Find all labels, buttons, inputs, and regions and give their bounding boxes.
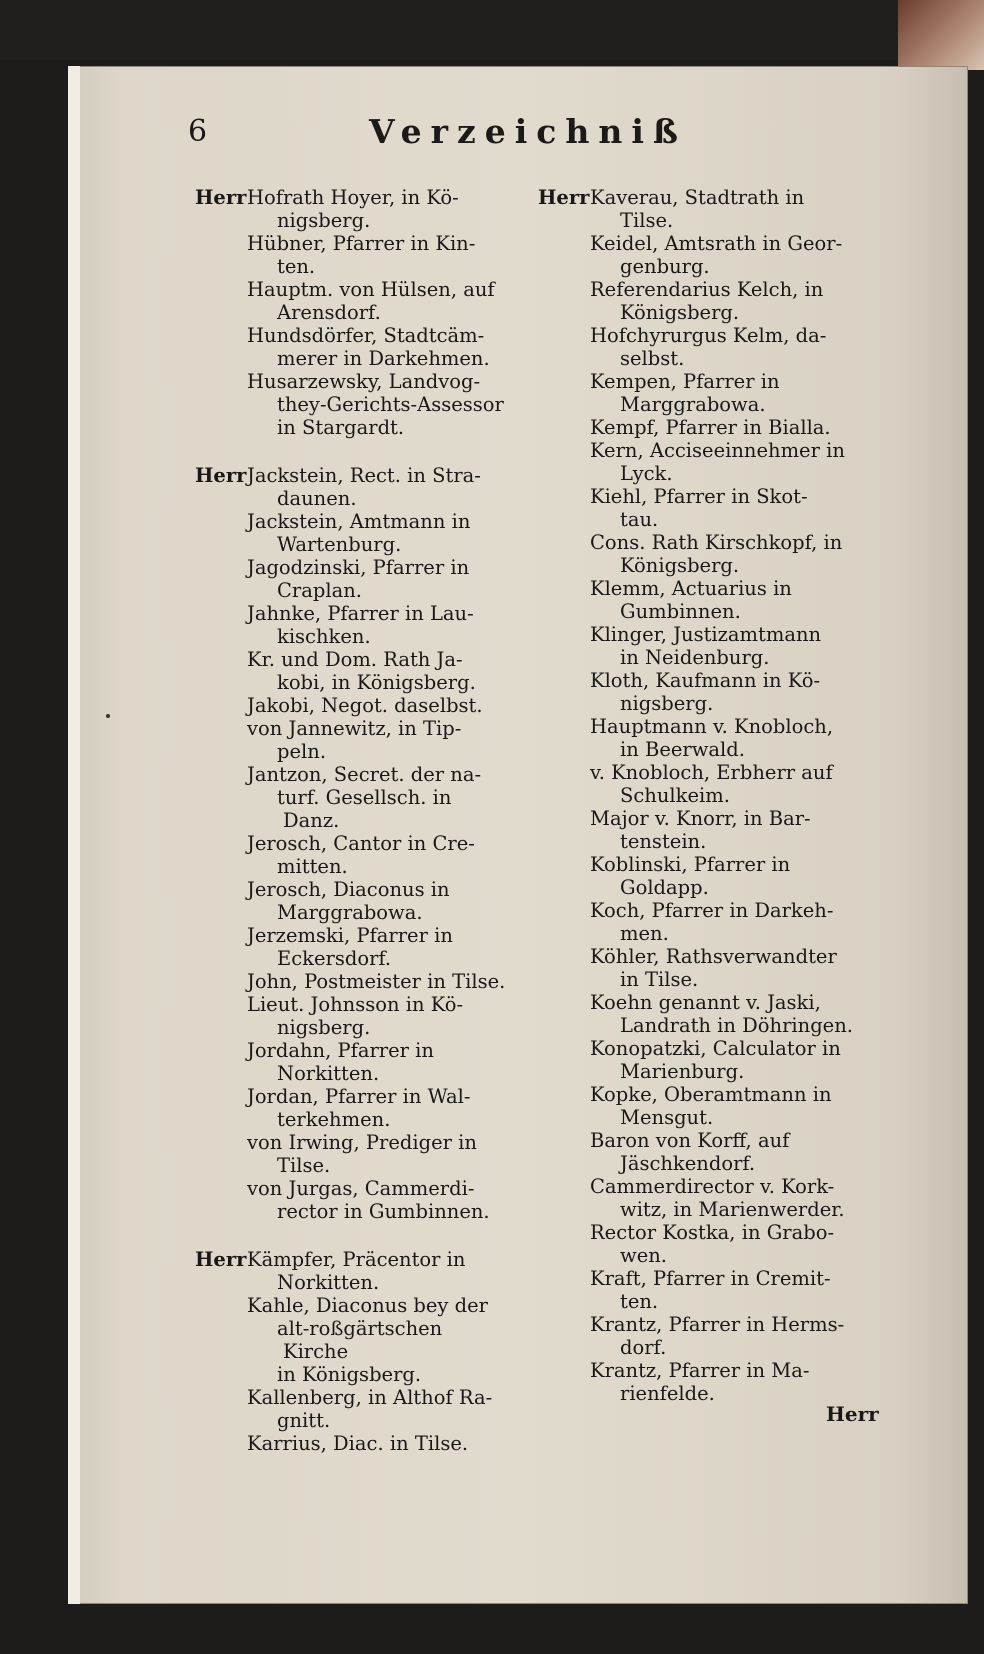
directory-entry — [195, 370, 513, 439]
page-title: Verzeichniß — [369, 112, 687, 151]
entry-line: merer in Darkehmen. — [277, 347, 490, 370]
directory-entry — [195, 232, 513, 278]
entry-line: Schulkeim. — [620, 784, 730, 807]
directory-entry — [538, 1129, 870, 1175]
spine-mark — [106, 714, 110, 718]
entry-line: Kaverau, Stadtrath in — [590, 186, 805, 209]
directory-entry — [195, 832, 513, 878]
entry-line: Karrius, Diac. in Tilse. — [247, 1432, 469, 1455]
directory-entry — [538, 232, 870, 278]
entry-line: tenstein. — [620, 830, 707, 853]
directory-entry — [195, 694, 513, 717]
entry-line: Kloth, Kaufmann in Kö- — [590, 669, 821, 692]
entry-line: Baron von Korff, auf — [590, 1129, 790, 1152]
directory-entry — [538, 807, 870, 853]
directory-entry — [538, 1037, 870, 1083]
directory-entry — [538, 991, 870, 1037]
directory-entry — [538, 439, 870, 485]
entry-line: Koehn genannt v. Jaski, — [590, 991, 821, 1014]
entry-line: dorf. — [620, 1336, 667, 1359]
entry-line: ten. — [620, 1290, 659, 1313]
directory-entry — [195, 556, 513, 602]
entry-line: Jahnke, Pfarrer in Lau- — [247, 602, 474, 625]
entry-line: turf. Gesellsch. in Danz. — [277, 786, 452, 832]
directory-entry — [538, 577, 870, 623]
directory-entry — [538, 324, 870, 370]
directory-entry — [195, 1294, 513, 1386]
entry-line: Kempen, Pfarrer in — [590, 370, 780, 393]
entry-line: tau. — [620, 508, 659, 531]
entry-line: wen. — [620, 1244, 667, 1267]
directory-entry — [195, 324, 513, 370]
entry-line: selbst. — [620, 347, 685, 370]
entry-line: kischken. — [277, 625, 371, 648]
directory-entry — [538, 715, 870, 761]
entry-line: Arensdorf. — [277, 301, 381, 324]
entry-line: Lieut. Johnsson in Kö- — [247, 993, 464, 1016]
right-column — [538, 186, 870, 1405]
directory-entry — [538, 485, 870, 531]
entry-line: rector in Gumbinnen. — [277, 1200, 490, 1223]
directory-entry — [538, 1083, 870, 1129]
directory-entry — [195, 1039, 513, 1085]
entry-line: Hofrath Hoyer, in Kö- — [247, 186, 459, 209]
entry-line: Jerosch, Cantor in Cre- — [247, 832, 475, 855]
entry-line: Cammerdirector v. Kork- — [590, 1175, 835, 1198]
book-cover-corner — [898, 0, 984, 70]
directory-entry — [195, 1177, 513, 1223]
directory-entry — [195, 717, 513, 763]
entry-line: Jakobi, Negot. daselbst. — [247, 694, 483, 717]
entry-line: Jäschkendorf. — [620, 1152, 756, 1175]
entry-line: Rector Kostka, in Grabo- — [590, 1221, 835, 1244]
directory-entry — [538, 1175, 870, 1221]
entry-line: Tilse. — [620, 209, 674, 232]
entry-line: Jackstein, Amtmann in — [247, 510, 471, 533]
entry-line: Marggrabowa. — [277, 901, 423, 924]
entry-line: Goldapp. — [620, 876, 709, 899]
entry-line: Norkitten. — [277, 1062, 380, 1085]
entry-line: Referendarius Kelch, in — [590, 278, 824, 301]
entry-line: nigsberg. — [277, 209, 371, 232]
entry-line: Hofchyrurgus Kelm, da- — [590, 324, 827, 347]
entry-lead-word: Herr — [195, 464, 247, 487]
entry-line: Jordan, Pfarrer in Wal- — [247, 1085, 471, 1108]
directory-entry — [195, 510, 513, 556]
directory-entry — [195, 1248, 513, 1294]
directory-entry — [538, 1221, 870, 1267]
entry-line: Koch, Pfarrer in Darkeh- — [590, 899, 834, 922]
entry-line: Craplan. — [277, 579, 362, 602]
entry-line: Klemm, Actuarius in — [590, 577, 792, 600]
entry-line: in Tilse. — [620, 968, 699, 991]
entry-line: Krantz, Pfarrer in Ma- — [590, 1359, 810, 1382]
directory-entry — [195, 278, 513, 324]
page-number: 6 — [188, 114, 208, 149]
directory-entry — [538, 899, 870, 945]
directory-entry — [538, 623, 870, 669]
background-strip — [0, 0, 984, 60]
entry-line: in Beerwald. — [620, 738, 745, 761]
entry-line: von Jurgas, Cammerdi- — [247, 1177, 475, 1200]
entry-line: John, Postmeister in Tilse. — [247, 970, 506, 993]
entry-line: Mensgut. — [620, 1106, 714, 1129]
entry-line: ten. — [277, 255, 316, 278]
entry-line: gnitt. — [277, 1409, 331, 1432]
entry-line: Hauptmann v. Knobloch, — [590, 715, 834, 738]
entry-line: Konopatzki, Calculator in — [590, 1037, 841, 1060]
entry-line: in Stargardt. — [277, 416, 405, 439]
directory-entry — [538, 669, 870, 715]
entry-line: Cons. Rath Kirschkopf, in — [590, 531, 843, 554]
directory-entry — [195, 970, 513, 993]
entry-line: Jerzemski, Pfarrer in — [247, 924, 453, 947]
entry-line: Kern, Acciseeinnehmer in — [590, 439, 845, 462]
directory-entry — [538, 416, 870, 439]
entry-line: men. — [620, 922, 669, 945]
entry-line: Wartenburg. — [277, 533, 402, 556]
entry-line: Keidel, Amtsrath in Geor- — [590, 232, 843, 255]
entry-line: Jackstein, Rect. in Stra- — [247, 464, 481, 487]
entry-line: Jordahn, Pfarrer in — [247, 1039, 434, 1062]
entry-line: nigsberg. — [620, 692, 714, 715]
directory-entry — [195, 186, 513, 232]
entry-line: Kämpfer, Präcentor in — [247, 1248, 466, 1271]
entry-line: in Neidenburg. — [620, 646, 770, 669]
entry-line: Eckersdorf. — [277, 947, 392, 970]
directory-entry — [195, 878, 513, 924]
directory-entry — [538, 531, 870, 577]
entry-line: they-Gerichts-Assessor — [277, 393, 504, 416]
entry-line: rienfelde. — [620, 1382, 715, 1405]
entry-line: Kallenberg, in Althof Ra- — [247, 1386, 493, 1409]
entry-line: Tilse. — [277, 1154, 331, 1177]
entry-line: Kahle, Diaconus bey der — [247, 1294, 488, 1317]
section-gap — [195, 439, 513, 464]
entry-line: witz, in Marienwerder. — [620, 1198, 845, 1221]
entry-line: Kopke, Oberamtmann in — [590, 1083, 832, 1106]
entry-line: von Jannewitz, in Tip- — [247, 717, 462, 740]
directory-entry — [195, 464, 513, 510]
entry-line: Jagodzinski, Pfarrer in — [247, 556, 470, 579]
page-edge — [68, 66, 80, 1604]
directory-entry — [195, 1386, 513, 1432]
directory-entry — [195, 924, 513, 970]
directory-entry — [195, 648, 513, 694]
directory-entry — [538, 945, 870, 991]
entry-line: Köhler, Rathsverwandter — [590, 945, 837, 968]
entry-line: Husarzewsky, Landvog- — [247, 370, 481, 393]
entry-line: Major v. Knorr, in Bar- — [590, 807, 811, 830]
directory-entry — [538, 1313, 870, 1359]
entry-line: in Königsberg. — [277, 1363, 422, 1386]
directory-entry — [195, 602, 513, 648]
entry-line: von Irwing, Prediger in — [247, 1131, 477, 1154]
entry-line: Hübner, Pfarrer in Kin- — [247, 232, 476, 255]
page-header — [188, 108, 868, 158]
section-gap — [195, 1223, 513, 1248]
directory-entry — [538, 370, 870, 416]
entry-line: Gumbinnen. — [620, 600, 741, 623]
entry-line: Krantz, Pfarrer in Herms- — [590, 1313, 845, 1336]
directory-entry — [538, 278, 870, 324]
entry-line: daunen. — [277, 487, 357, 510]
left-column — [195, 186, 513, 1455]
entry-line: nigsberg. — [277, 1016, 371, 1039]
entry-line: Kraft, Pfarrer in Cremit- — [590, 1267, 831, 1290]
catchword: Herr — [826, 1402, 879, 1426]
entry-lead-word: Herr — [195, 186, 247, 209]
entry-line: Koblinski, Pfarrer in — [590, 853, 791, 876]
entry-line: Jerosch, Diaconus in — [247, 878, 450, 901]
entry-line: terkehmen. — [277, 1108, 391, 1131]
entry-line: Hauptm. von Hülsen, auf — [247, 278, 495, 301]
directory-entry — [195, 993, 513, 1039]
entry-line: genburg. — [620, 255, 710, 278]
entry-line: Jantzon, Secret. der na- — [247, 763, 482, 786]
entry-line: Landrath in Döhringen. — [620, 1014, 853, 1037]
entry-line: Norkitten. — [277, 1271, 380, 1294]
directory-entry — [195, 1085, 513, 1131]
entry-line: Kempf, Pfarrer in Bialla. — [590, 416, 831, 439]
entry-line: Kiehl, Pfarrer in Skot- — [590, 485, 808, 508]
entry-line: mitten. — [277, 855, 348, 878]
entry-line: Kr. und Dom. Rath Ja- — [247, 648, 463, 671]
entry-line: alt-roßgärtschen Kirche — [277, 1317, 443, 1363]
entry-line: Marggrabowa. — [620, 393, 766, 416]
directory-entry — [195, 763, 513, 832]
directory-entry — [195, 1432, 513, 1455]
entry-line: Hundsdörfer, Stadtcäm- — [247, 324, 485, 347]
entry-lead-word: Herr — [195, 1248, 247, 1271]
entry-line: Klinger, Justizamtmann — [590, 623, 822, 646]
directory-entry — [195, 1131, 513, 1177]
entry-line: kobi, in Königsberg. — [277, 671, 476, 694]
directory-entry — [538, 1359, 870, 1405]
entry-line: Königsberg. — [620, 554, 740, 577]
directory-entry — [538, 1267, 870, 1313]
entry-lead-word: Herr — [538, 186, 590, 209]
entry-line: Königsberg. — [620, 301, 740, 324]
entry-line: peln. — [277, 740, 327, 763]
entry-line: Marienburg. — [620, 1060, 745, 1083]
entry-line: Lyck. — [620, 462, 673, 485]
directory-entry — [538, 186, 870, 232]
directory-entry — [538, 853, 870, 899]
entry-line: v. Knobloch, Erbherr auf — [590, 761, 833, 784]
directory-entry — [538, 761, 870, 807]
